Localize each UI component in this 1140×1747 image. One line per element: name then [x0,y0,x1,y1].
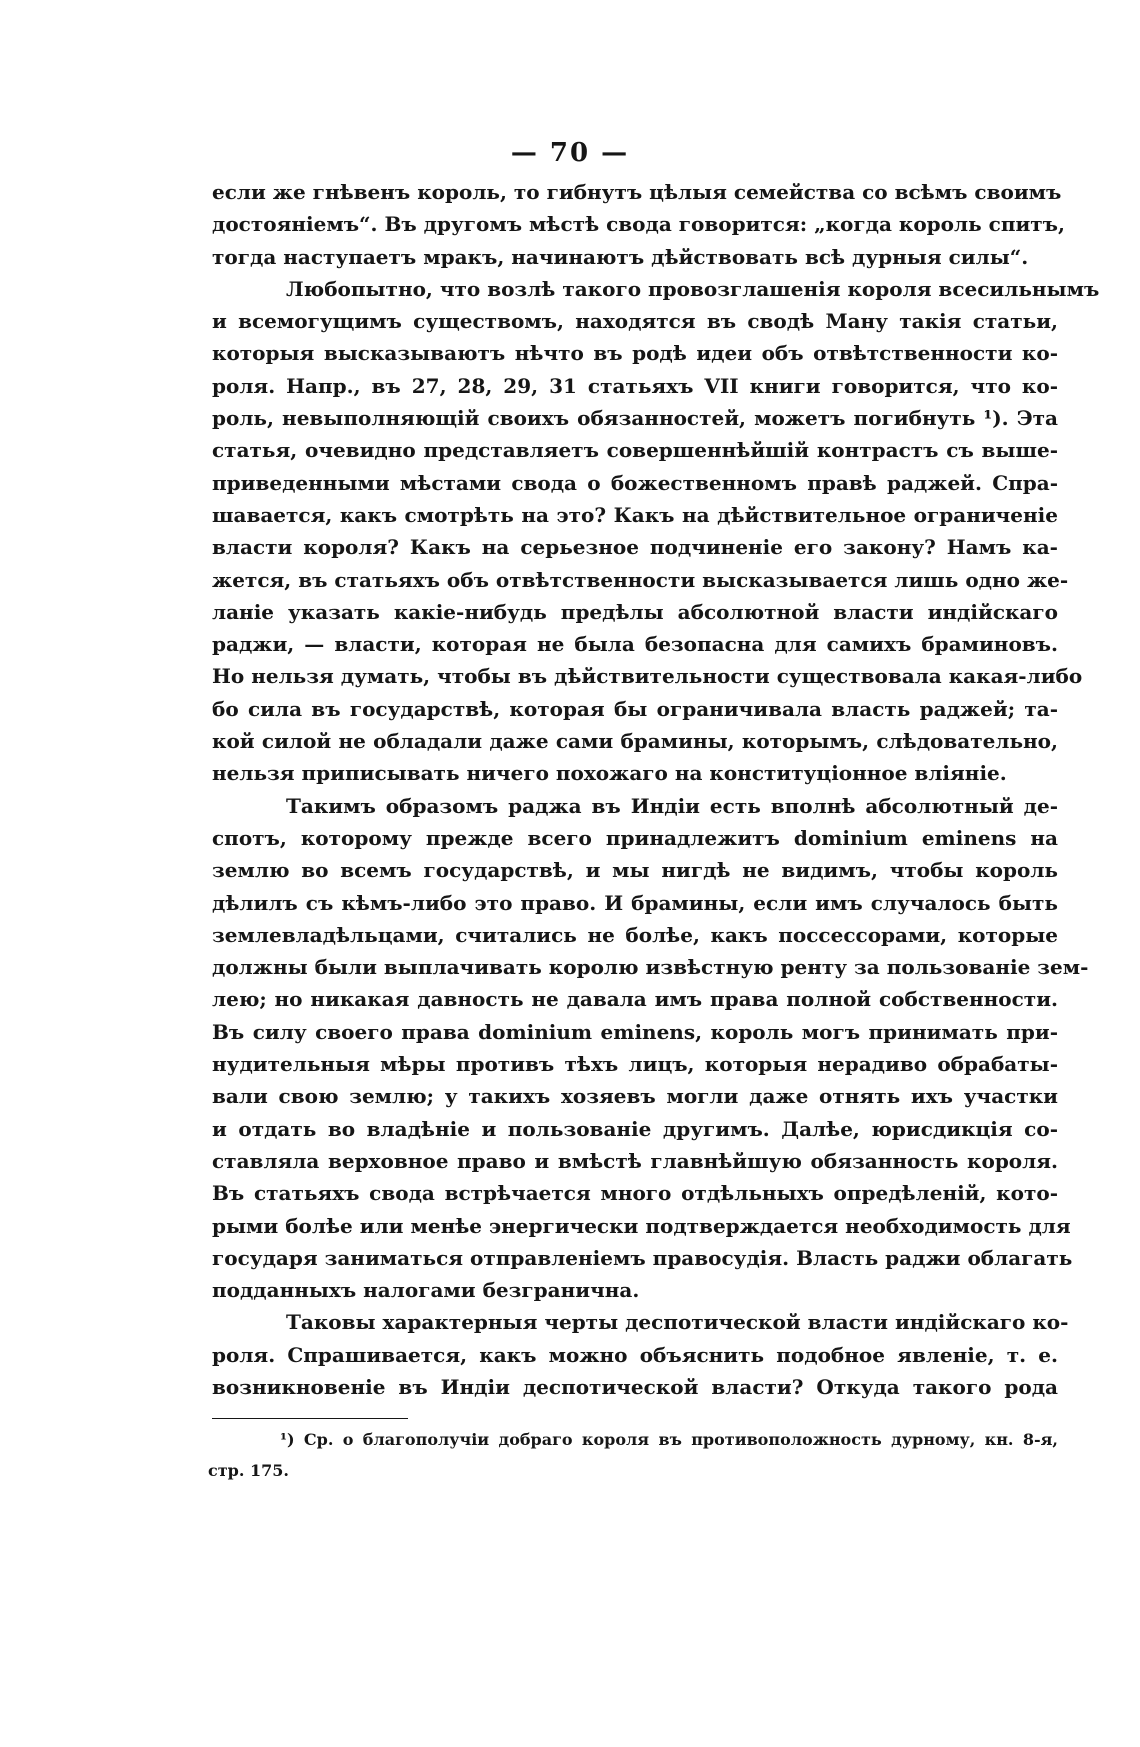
body-text [212,176,1100,1403]
text-line: тогда наступаетъ мракъ, начинаютъ дѣйствовать всѣ дурныя силы“. [212,244,1029,269]
text-line: землю во всемъ государствѣ, и мы нигдѣ не видимъ, чтобы король [212,858,1058,883]
footnote-line: стр. 175. [208,1461,289,1480]
text-line: должны были выплачивать королю извѣстную ренту за пользованіе зем- [212,955,1089,980]
text-line: шавается, какъ смотрѣть на это? Какъ на дѣйствительное ограниченіе [212,502,1058,527]
text-line: роль, невыполняющій своихъ обязанностей, можетъ погибнуть ¹). Эта [212,406,1058,431]
text-line: вали свою землю; у такихъ хозяевъ могли даже отнять ихъ участки [212,1084,1058,1109]
text-line: Въ силу своего права dominium eminens, король могъ принимать при- [212,1019,1058,1044]
text-line: Такимъ образомъ раджа въ Индіи есть вполнѣ абсолютный де- [286,793,1058,818]
text-line: бо сила въ государствѣ, которая бы ограничивала власть раджей; та- [212,696,1058,721]
text-line: Но нельзя думать, чтобы въ дѣйствительности существовала какая-либо [212,664,1083,689]
text-line: землевладѣльцами, считались не болѣе, какъ поссессорами, которые [212,922,1058,947]
text-line: ланіе указать какіе-нибудь предѣлы абсолютной власти индійскаго [212,599,1058,624]
text-line: приведенными мѣстами свода о божественномъ правѣ раджей. Спра- [212,470,1058,495]
text-line: Любопытно, что возлѣ такого провозглашенія короля всесильнымъ [286,276,1100,301]
text-line: и всемогущимъ существомъ, находятся въ сводѣ Ману такія статьи, [212,309,1058,334]
text-line: раджи, — власти, которая не была безопасна для самихъ браминовъ. [212,632,1058,657]
text-line: нельзя приписывать ничего похожаго на конституціонное вліяніе. [212,761,1007,786]
text-line: лею; но никакая давность не давала имъ права полной собственности. [212,987,1058,1012]
text-line: и отдать во владѣніе и пользованіе другимъ. Далѣе, юрисдикція со- [212,1116,1058,1141]
text-line: государя заниматься отправленіемъ правосудія. Власть раджи облагать [212,1245,1073,1270]
text-line: если же гнѣвенъ король, то гибнутъ цѣлыя семейства со всѣмъ своимъ [212,180,1062,204]
footnote-divider [212,1418,408,1419]
text-line: роля. Напр., въ 27, 28, 29, 31 статьяхъ VII книги говорится, что ко- [212,373,1058,398]
footnote [208,1424,1058,1486]
text-line: достояніемъ“. Въ другомъ мѣстѣ свода говорится: „когда король спитъ, [212,212,1065,237]
footnote-line: ¹) Ср. о благополучіи добраго короля въ противоположность дурному, кн. 8-я, [280,1430,1058,1449]
text-line: власти короля? Какъ на серьезное подчиненіе его закону? Намъ ка- [212,535,1058,560]
page-number: — 70 — [510,138,630,168]
text-line: дѣлилъ съ кѣмъ-либо это право. И брамины, если имъ случалось быть [212,890,1058,915]
text-line: роля. Спрашивается, какъ можно объяснить подобное явленіе, т. е. [212,1342,1058,1367]
text-line: жется, въ статьяхъ объ отвѣтственности высказывается лишь одно же- [212,567,1069,592]
text-line: спотъ, которому прежде всего принадлежитъ dominium eminens на [212,825,1058,850]
text-line: рыми болѣе или менѣе энергически подтверждается необходимость для [212,1213,1071,1238]
text-line: подданныхъ налогами безгранична. [212,1278,640,1303]
text-line: Въ статьяхъ свода встрѣчается много отдѣльныхъ опредѣленій, кото- [212,1181,1058,1206]
text-line: статья, очевидно представляетъ совершеннѣйшій контрастъ съ выше- [212,438,1058,463]
text-line: кой силой не обладали даже сами брамины, которымъ, слѣдовательно, [212,729,1058,754]
text-line: Таковы характерныя черты деспотической власти индійскаго ко- [286,1310,1069,1335]
text-line: которыя высказываютъ нѣчто въ родѣ идеи объ отвѣтственности ко- [212,341,1058,366]
text-line: возникновеніе въ Индіи деспотической власти? Откуда такого рода [212,1374,1058,1399]
text-line: ставляла верховное право и вмѣстѣ главнѣйшую обязанность короля. [212,1148,1058,1173]
text-line: нудительныя мѣры противъ тѣхъ лицъ, которыя нерадиво обрабаты- [212,1052,1058,1077]
